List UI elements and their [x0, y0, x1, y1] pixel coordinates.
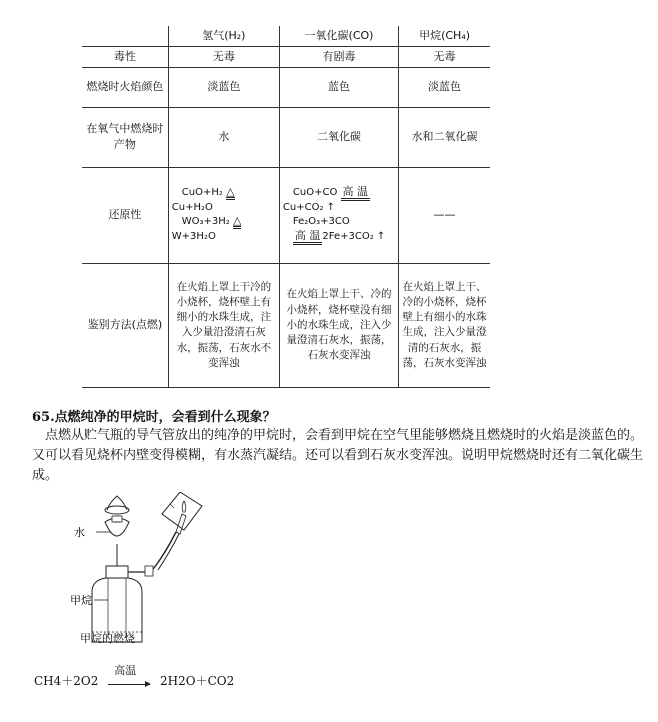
row-label: 还原性: [82, 167, 168, 263]
cell-h2-equations: [168, 167, 279, 263]
equation-condition: 高温: [114, 664, 137, 677]
cell-h2: 在火焰上罩上干冷的小烧杯，烧杯壁上有细小的水珠生成，注入少量沿澄清石灰水，振荡，石灰水不变浑浊: [168, 263, 279, 387]
cell-ch4: 水和二氧化碳: [399, 107, 490, 167]
h2-eq2-left: WO₃+3H₂ △: [181, 214, 242, 228]
row-label: 在氧气中燃烧时产物: [82, 107, 168, 167]
cell-ch4: 无毒: [399, 46, 490, 67]
condition-label: 高 温: [341, 186, 371, 201]
header-empty: [82, 26, 168, 46]
answer-paragraph: 点燃从贮气瓶的导气管放出的纯净的甲烷时，会看到甲烷在空气里能够燃烧且燃烧时的火焰是淡蓝色的。又可以看见烧杯内壁变得模糊，有水蒸汽凝结。还可以看到石灰水变浑浊。说明甲烷燃烧时还有二氧化碳生成。: [32, 428, 644, 483]
cell-co: 有剧毒: [279, 46, 398, 67]
row-label: 毒性: [82, 46, 168, 67]
h2-eq1-right: Cu+H₂O: [171, 201, 213, 213]
co-eq2-left: Fe₂O₃+3CO: [292, 216, 350, 228]
co-eq2-right: 高 温 2Fe+3CO₂ ↑: [283, 230, 395, 245]
row-reducing: [82, 167, 490, 263]
methane-combustion-apparatus: [70, 492, 270, 652]
cell-co-equations: [279, 167, 398, 263]
heat-symbol: △: [233, 214, 242, 228]
h2-eq2-right: W+3H₂O: [171, 230, 216, 242]
row-label: 鉴别方法(点燃): [82, 263, 168, 387]
label-water: 水: [74, 526, 85, 539]
h2-eq1-left: CuO+H₂ △: [181, 185, 235, 199]
row-flame: [82, 67, 490, 107]
cell-h2: 水: [168, 107, 279, 167]
cell-h2: 无毒: [168, 46, 279, 67]
cell-co: 二氧化碳: [279, 107, 398, 167]
question-title: 65.点燃纯净的甲烷时，会看到什么现象？: [32, 410, 276, 425]
reaction-arrow: [108, 664, 150, 685]
equation-right: 2H2O＋CO2: [160, 674, 235, 688]
header-h2: 氢气(H₂): [168, 26, 279, 46]
row-label: 燃烧时火焰颜色: [82, 67, 168, 107]
methane-equation: [34, 664, 235, 689]
cell-ch4: 淡蓝色: [399, 67, 490, 107]
cell-ch4: ——: [399, 167, 490, 263]
equation-left: CH4＋2O2: [34, 674, 99, 688]
co-eq1-right: Cu+CO₂ ↑: [282, 201, 336, 213]
cell-co: 蓝色: [279, 67, 398, 107]
row-identify: [82, 263, 490, 387]
comparison-table: [82, 26, 490, 388]
heat-symbol: △: [226, 185, 235, 199]
header-ch4: 甲烷(CH₄): [399, 26, 490, 46]
label-methane: 甲烷: [70, 594, 92, 607]
header-co: 一氧化碳(CO): [279, 26, 398, 46]
table-header-row: [82, 26, 490, 46]
row-toxicity: [82, 46, 490, 67]
cell-ch4: 在火焰上罩上干、冷的小烧杯，烧杯壁上有细小的水珠生成，注入少量澄清的石灰水，振荡，石灰水变浑浊: [399, 263, 490, 387]
co-eq1-left: CuO+CO 高 温: [283, 186, 395, 201]
cell-co: 在火焰上罩上干、冷的小烧杯，烧杯壁没有细小的水珠生成，注入少量澄清石灰水，振荡，石灰水变浑浊: [279, 263, 398, 387]
cell-h2: 淡蓝色: [168, 67, 279, 107]
figure-caption: 甲烷的燃烧: [80, 632, 135, 645]
condition-label: 高 温: [293, 230, 323, 245]
row-product: [82, 107, 490, 167]
